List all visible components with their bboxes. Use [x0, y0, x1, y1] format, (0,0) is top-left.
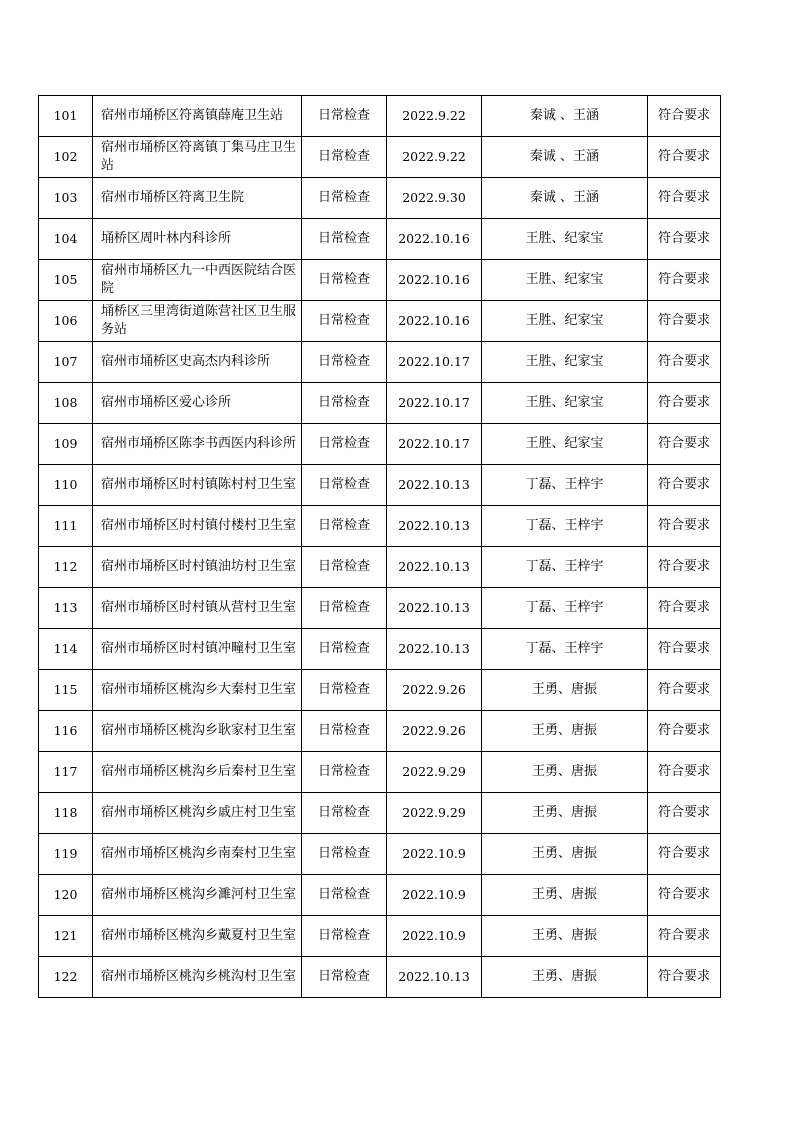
inspection-date-cell: 2022.10.13 [387, 957, 482, 998]
inspection-type-cell: 日常检查 [302, 383, 387, 424]
institution-name-cell: 宿州市埇桥区桃沟乡耿家村卫生室 [93, 711, 302, 752]
table-row [39, 752, 721, 793]
inspection-result-cell: 符合要求 [648, 547, 721, 588]
row-number-cell: 108 [39, 383, 93, 424]
inspection-result-cell: 符合要求 [648, 588, 721, 629]
table-row [39, 219, 721, 260]
inspection-date-cell: 2022.10.9 [387, 875, 482, 916]
institution-name-cell: 宿州市埇桥区陈李书西医内科诊所 [93, 424, 302, 465]
institution-name-cell: 宿州市埇桥区时村镇陈村村卫生室 [93, 465, 302, 506]
table-row [39, 260, 721, 301]
row-number-cell: 102 [39, 137, 93, 178]
inspectors-cell: 王勇、唐振 [482, 916, 648, 957]
inspectors-cell: 王勇、唐振 [482, 875, 648, 916]
table-row [39, 342, 721, 383]
inspectors-cell: 王胜、纪家宝 [482, 383, 648, 424]
inspection-type-cell: 日常检查 [302, 711, 387, 752]
inspection-date-cell: 2022.10.13 [387, 465, 482, 506]
inspection-result-cell: 符合要求 [648, 875, 721, 916]
inspection-result-cell: 符合要求 [648, 506, 721, 547]
inspection-result-cell: 符合要求 [648, 383, 721, 424]
inspectors-cell: 丁磊、王梓宇 [482, 506, 648, 547]
row-number-cell: 112 [39, 547, 93, 588]
institution-name-cell: 宿州市埇桥区时村镇冲疃村卫生室 [93, 629, 302, 670]
inspectors-cell: 丁磊、王梓宇 [482, 588, 648, 629]
inspection-type-cell: 日常检查 [302, 752, 387, 793]
inspection-date-cell: 2022.9.26 [387, 670, 482, 711]
inspection-result-cell: 符合要求 [648, 629, 721, 670]
inspectors-cell: 王勇、唐振 [482, 834, 648, 875]
institution-name-cell: 宿州市埇桥区桃沟乡濉河村卫生室 [93, 875, 302, 916]
inspectors-cell: 王勇、唐振 [482, 793, 648, 834]
institution-name-cell: 宿州市埇桥区史高杰内科诊所 [93, 342, 302, 383]
table-row [39, 711, 721, 752]
inspectors-cell: 丁磊、王梓宇 [482, 629, 648, 670]
table-row [39, 96, 721, 137]
table-row [39, 137, 721, 178]
inspection-date-cell: 2022.10.16 [387, 219, 482, 260]
institution-name-cell: 宿州市埇桥区九一中西医院结合医院 [93, 260, 302, 301]
institution-name-cell: 宿州市埇桥区符离卫生院 [93, 178, 302, 219]
inspection-type-cell: 日常检查 [302, 629, 387, 670]
inspection-date-cell: 2022.10.17 [387, 342, 482, 383]
table-row [39, 547, 721, 588]
institution-name-cell: 宿州市埇桥区时村镇从营村卫生室 [93, 588, 302, 629]
row-number-cell: 109 [39, 424, 93, 465]
institution-name-cell: 宿州市埇桥区桃沟乡大秦村卫生室 [93, 670, 302, 711]
table-row [39, 629, 721, 670]
institution-name-cell: 埇桥区三里湾街道陈营社区卫生服务站 [93, 301, 302, 342]
inspectors-cell: 王勇、唐振 [482, 957, 648, 998]
inspection-result-cell: 符合要求 [648, 96, 721, 137]
institution-name-cell: 宿州市埇桥区桃沟乡戴夏村卫生室 [93, 916, 302, 957]
row-number-cell: 116 [39, 711, 93, 752]
inspection-date-cell: 2022.10.16 [387, 301, 482, 342]
inspection-result-cell: 符合要求 [648, 793, 721, 834]
row-number-cell: 107 [39, 342, 93, 383]
table-row [39, 178, 721, 219]
inspection-result-cell: 符合要求 [648, 301, 721, 342]
institution-name-cell: 宿州市埇桥区桃沟乡后秦村卫生室 [93, 752, 302, 793]
table-row [39, 834, 721, 875]
row-number-cell: 111 [39, 506, 93, 547]
inspectors-cell: 王勇、唐振 [482, 752, 648, 793]
inspection-type-cell: 日常检查 [302, 670, 387, 711]
row-number-cell: 120 [39, 875, 93, 916]
inspection-date-cell: 2022.10.13 [387, 588, 482, 629]
inspection-date-cell: 2022.9.26 [387, 711, 482, 752]
institution-name-cell: 宿州市埇桥区时村镇油坊村卫生室 [93, 547, 302, 588]
inspectors-cell: 秦诚 、王涵 [482, 137, 648, 178]
institution-name-cell: 宿州市埇桥区符离镇薛庵卫生站 [93, 96, 302, 137]
row-number-cell: 113 [39, 588, 93, 629]
inspectors-cell: 王胜、纪家宝 [482, 219, 648, 260]
institution-name-cell: 宿州市埇桥区符离镇丁集马庄卫生站 [93, 137, 302, 178]
row-number-cell: 117 [39, 752, 93, 793]
row-number-cell: 122 [39, 957, 93, 998]
table-row [39, 957, 721, 998]
row-number-cell: 110 [39, 465, 93, 506]
row-number-cell: 103 [39, 178, 93, 219]
inspectors-cell: 王胜、纪家宝 [482, 301, 648, 342]
table-row [39, 383, 721, 424]
row-number-cell: 114 [39, 629, 93, 670]
inspection-type-cell: 日常检查 [302, 588, 387, 629]
inspection-date-cell: 2022.9.22 [387, 137, 482, 178]
table-row [39, 588, 721, 629]
inspection-type-cell: 日常检查 [302, 301, 387, 342]
inspection-type-cell: 日常检查 [302, 424, 387, 465]
row-number-cell: 105 [39, 260, 93, 301]
inspection-type-cell: 日常检查 [302, 96, 387, 137]
inspection-type-cell: 日常检查 [302, 137, 387, 178]
inspection-table-body [39, 96, 721, 998]
institution-name-cell: 埇桥区周叶林内科诊所 [93, 219, 302, 260]
row-number-cell: 101 [39, 96, 93, 137]
inspectors-cell: 王勇、唐振 [482, 711, 648, 752]
row-number-cell: 118 [39, 793, 93, 834]
inspection-type-cell: 日常检查 [302, 465, 387, 506]
row-number-cell: 121 [39, 916, 93, 957]
inspectors-cell: 丁磊、王梓宇 [482, 547, 648, 588]
inspection-type-cell: 日常检查 [302, 178, 387, 219]
table-row [39, 424, 721, 465]
row-number-cell: 115 [39, 670, 93, 711]
inspection-result-cell: 符合要求 [648, 957, 721, 998]
inspection-date-cell: 2022.10.9 [387, 834, 482, 875]
inspection-date-cell: 2022.9.29 [387, 793, 482, 834]
inspection-type-cell: 日常检查 [302, 547, 387, 588]
inspectors-cell: 秦诚 、王涵 [482, 178, 648, 219]
institution-name-cell: 宿州市埇桥区桃沟乡戚庄村卫生室 [93, 793, 302, 834]
institution-name-cell: 宿州市埇桥区爱心诊所 [93, 383, 302, 424]
table-row [39, 465, 721, 506]
inspection-type-cell: 日常检查 [302, 916, 387, 957]
inspectors-cell: 王胜、纪家宝 [482, 260, 648, 301]
institution-name-cell: 宿州市埇桥区桃沟乡桃沟村卫生室 [93, 957, 302, 998]
inspection-type-cell: 日常检查 [302, 506, 387, 547]
inspection-result-cell: 符合要求 [648, 670, 721, 711]
inspection-type-cell: 日常检查 [302, 793, 387, 834]
inspection-type-cell: 日常检查 [302, 957, 387, 998]
inspection-result-cell: 符合要求 [648, 178, 721, 219]
inspection-date-cell: 2022.10.17 [387, 424, 482, 465]
inspection-date-cell: 2022.10.9 [387, 916, 482, 957]
inspection-result-cell: 符合要求 [648, 342, 721, 383]
inspection-date-cell: 2022.10.13 [387, 547, 482, 588]
inspection-date-cell: 2022.9.30 [387, 178, 482, 219]
row-number-cell: 119 [39, 834, 93, 875]
inspection-table [38, 95, 721, 998]
inspection-result-cell: 符合要求 [648, 834, 721, 875]
inspectors-cell: 秦诚 、王涵 [482, 96, 648, 137]
inspectors-cell: 王胜、纪家宝 [482, 342, 648, 383]
inspection-result-cell: 符合要求 [648, 711, 721, 752]
inspection-type-cell: 日常检查 [302, 342, 387, 383]
inspection-result-cell: 符合要求 [648, 752, 721, 793]
inspection-type-cell: 日常检查 [302, 260, 387, 301]
inspection-date-cell: 2022.10.17 [387, 383, 482, 424]
table-row [39, 916, 721, 957]
inspectors-cell: 王胜、纪家宝 [482, 424, 648, 465]
inspection-result-cell: 符合要求 [648, 219, 721, 260]
institution-name-cell: 宿州市埇桥区时村镇付楼村卫生室 [93, 506, 302, 547]
institution-name-cell: 宿州市埇桥区桃沟乡南秦村卫生室 [93, 834, 302, 875]
inspection-date-cell: 2022.9.29 [387, 752, 482, 793]
inspection-result-cell: 符合要求 [648, 424, 721, 465]
table-row [39, 506, 721, 547]
inspection-result-cell: 符合要求 [648, 465, 721, 506]
inspection-date-cell: 2022.9.22 [387, 96, 482, 137]
row-number-cell: 106 [39, 301, 93, 342]
inspection-result-cell: 符合要求 [648, 916, 721, 957]
inspection-type-cell: 日常检查 [302, 834, 387, 875]
row-number-cell: 104 [39, 219, 93, 260]
inspection-result-cell: 符合要求 [648, 137, 721, 178]
table-row [39, 301, 721, 342]
inspection-type-cell: 日常检查 [302, 219, 387, 260]
inspection-date-cell: 2022.10.16 [387, 260, 482, 301]
inspection-result-cell: 符合要求 [648, 260, 721, 301]
table-row [39, 793, 721, 834]
table-row [39, 670, 721, 711]
inspection-type-cell: 日常检查 [302, 875, 387, 916]
inspection-date-cell: 2022.10.13 [387, 506, 482, 547]
inspectors-cell: 丁磊、王梓宇 [482, 465, 648, 506]
inspectors-cell: 王勇、唐振 [482, 670, 648, 711]
table-row [39, 875, 721, 916]
inspection-date-cell: 2022.10.13 [387, 629, 482, 670]
